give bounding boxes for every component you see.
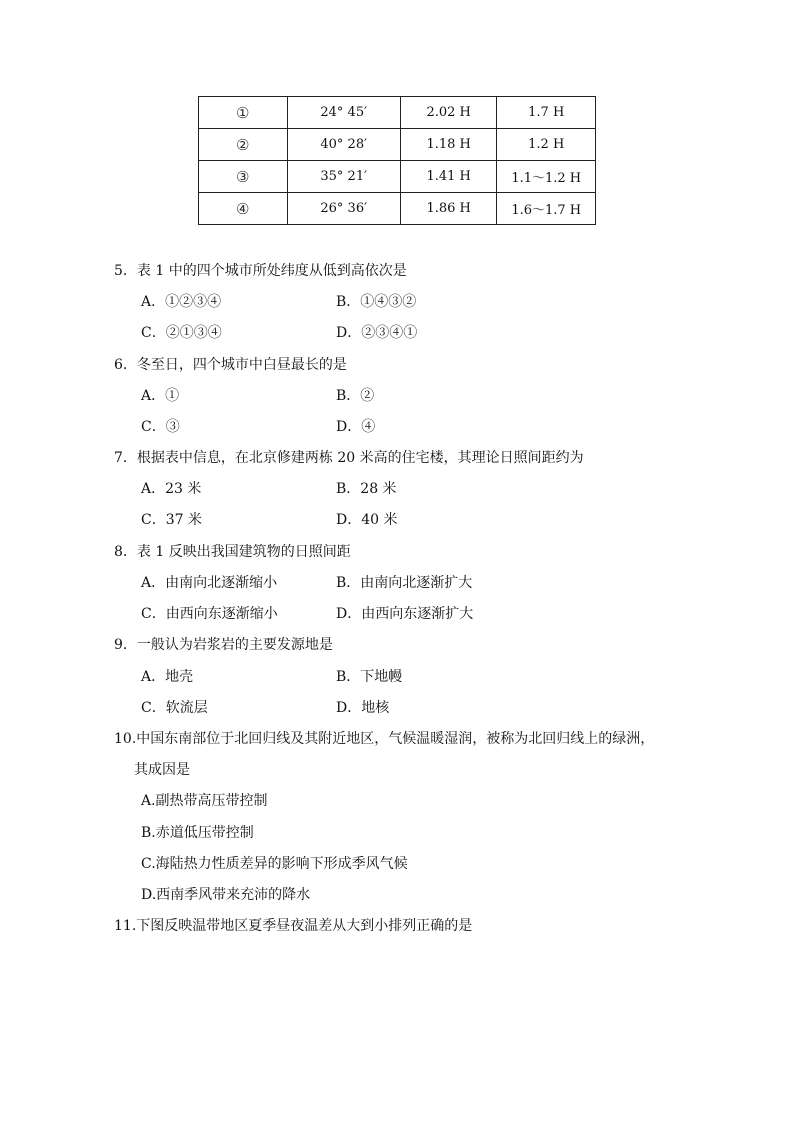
question-9-option-a: A．地壳 xyxy=(141,669,194,685)
table-cell: ④ xyxy=(199,193,288,225)
table-cell: ① xyxy=(199,97,288,129)
question-6-stem: 6．冬至日，四个城市中白昼最长的是 xyxy=(114,357,347,373)
table-cell: ③ xyxy=(199,161,288,193)
table-cell: 40° 28′ xyxy=(287,129,400,161)
table-cell: 24° 45′ xyxy=(287,97,400,129)
question-8-option-b: B．由南向北逐渐扩大 xyxy=(336,575,473,591)
table-cell: 1.7 H xyxy=(497,97,596,129)
question-7-option-c: C．37 米 xyxy=(141,512,202,528)
question-10-option-a: A.副热带高压带控制 xyxy=(141,793,268,809)
question-11-stem: 11.下图反映温带地区夏季昼夜温差从大到小排列正确的是 xyxy=(114,918,473,934)
question-8-stem: 8．表 1 反映出我国建筑物的日照间距 xyxy=(114,544,351,560)
question-7-option-b: B．28 米 xyxy=(336,481,397,497)
question-10-option-d: D.西南季风带来充沛的降水 xyxy=(141,887,311,903)
question-10-option-b: B.赤道低压带控制 xyxy=(141,825,254,841)
question-8-option-a: A．由南向北逐渐缩小 xyxy=(141,575,278,591)
question-5-option-d: D．②③④① xyxy=(336,325,418,341)
question-9-option-d: D．地核 xyxy=(336,700,390,716)
question-5-stem: 5．表 1 中的四个城市所处纬度从低到高依次是 xyxy=(114,263,407,279)
question-10-option-c: C.海陆热力性质差异的影响下形成季风气候 xyxy=(141,856,408,872)
table-cell: 26° 36′ xyxy=(287,193,400,225)
table-cell: 1.2 H xyxy=(497,129,596,161)
question-6-option-d: D．④ xyxy=(336,419,376,435)
table-row xyxy=(199,129,596,161)
table-cell: 1.18 H xyxy=(400,129,497,161)
table-row xyxy=(199,193,596,225)
question-6-option-a: A．① xyxy=(141,388,180,404)
question-7-stem: 7．根据表中信息，在北京修建两栋 20 米高的住宅楼，其理论日照间距约为 xyxy=(114,450,584,466)
table-cell: 35° 21′ xyxy=(287,161,400,193)
question-8-option-c: C．由西向东逐渐缩小 xyxy=(141,606,278,622)
question-10-stem-continued: 其成因是 xyxy=(134,762,190,778)
question-10-stem: 10.中国东南部位于北回归线及其附近地区，气候温暖湿润，被称为北回归线上的绿洲， xyxy=(114,731,655,747)
table-cell: 2.02 H xyxy=(400,97,497,129)
table-cell: ② xyxy=(199,129,288,161)
question-6-option-b: B．② xyxy=(336,388,375,404)
question-9-option-c: C．软流层 xyxy=(141,700,208,716)
question-5-option-c: C．②①③④ xyxy=(141,325,222,341)
table-row xyxy=(199,161,596,193)
question-6-option-c: C．③ xyxy=(141,419,180,435)
question-7-option-d: D．40 米 xyxy=(336,512,398,528)
question-5-option-b: B．①④③② xyxy=(336,294,417,310)
table-row xyxy=(199,97,596,129)
table-cell: 1.41 H xyxy=(400,161,497,193)
table-cell: 1.6～1.7 H xyxy=(497,193,596,225)
question-8-option-d: D．由西向东逐渐扩大 xyxy=(336,606,474,622)
question-7-option-a: A．23 米 xyxy=(141,481,202,497)
question-5-option-a: A．①②③④ xyxy=(141,294,222,310)
latitude-table xyxy=(198,96,596,225)
table-cell: 1.86 H xyxy=(400,193,497,225)
table-cell: 1.1～1.2 H xyxy=(497,161,596,193)
question-9-stem: 9．一般认为岩浆岩的主要发源地是 xyxy=(114,637,333,653)
question-9-option-b: B．下地幔 xyxy=(336,669,403,685)
